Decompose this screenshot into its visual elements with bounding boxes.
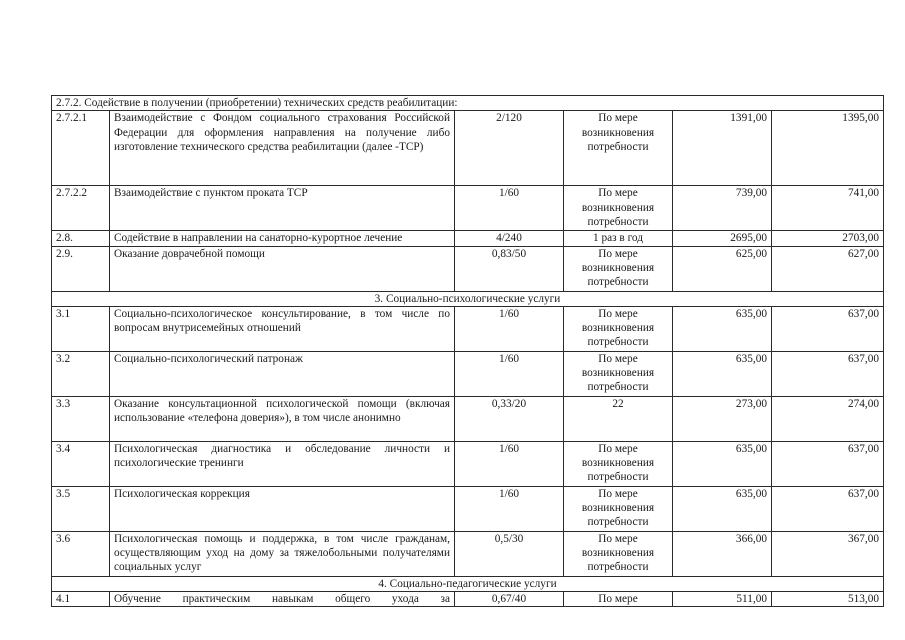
service-name: Обучение практическим навыкам общего ухода за xyxy=(110,592,455,607)
service-volume: 1/60 xyxy=(455,351,564,396)
service-periodicity: По мере возникновения потребности xyxy=(564,111,673,186)
price-2: 637,00 xyxy=(772,486,884,531)
service-periodicity: 22 xyxy=(564,396,673,441)
service-name: Социально-психологическое консультирование, в том числе по вопросам внутрисемейных отношений xyxy=(110,306,455,351)
service-name: Взаимодействие с пунктом проката ТСР xyxy=(110,186,455,231)
price-1: 273,00 xyxy=(673,396,772,441)
price-2: 637,00 xyxy=(772,351,884,396)
price-2: 637,00 xyxy=(772,306,884,351)
price-2: 513,00 xyxy=(772,592,884,607)
service-periodicity: 1 раз в год xyxy=(564,231,673,246)
service-volume: 1/60 xyxy=(455,306,564,351)
table-row xyxy=(52,396,884,441)
row-number: 2.7.2.2 xyxy=(52,186,110,231)
row-number: 2.9. xyxy=(52,246,110,291)
table-row xyxy=(52,486,884,531)
service-name: Психологическая диагностика и обследование личности и психологические тренинги xyxy=(110,441,455,486)
service-name: Оказание доврачебной помощи xyxy=(110,246,455,291)
service-periodicity: По мере возникновения потребности xyxy=(564,351,673,396)
service-name: Психологическая коррекция xyxy=(110,486,455,531)
section-header-row xyxy=(52,576,884,591)
row-number: 3.3 xyxy=(52,396,110,441)
row-number: 3.2 xyxy=(52,351,110,396)
row-number: 3.1 xyxy=(52,306,110,351)
section-title: 3. Социально-психологические услуги xyxy=(52,291,884,306)
service-periodicity: По мере возникновения потребности xyxy=(564,306,673,351)
price-2: 637,00 xyxy=(772,441,884,486)
price-1: 625,00 xyxy=(673,246,772,291)
price-1: 2695,00 xyxy=(673,231,772,246)
service-periodicity: По мере возникновения потребности xyxy=(564,531,673,576)
service-periodicity: По мере возникновения потребности xyxy=(564,486,673,531)
table-row xyxy=(52,231,884,246)
table-row xyxy=(52,246,884,291)
price-2: 367,00 xyxy=(772,531,884,576)
service-name: Социально-психологический патронаж xyxy=(110,351,455,396)
row-number: 3.6 xyxy=(52,531,110,576)
service-volume: 0,67/40 xyxy=(455,592,564,607)
row-number: 4.1 xyxy=(52,592,110,607)
table-row xyxy=(52,111,884,186)
price-2: 1395,00 xyxy=(772,111,884,186)
price-1: 739,00 xyxy=(673,186,772,231)
table-row xyxy=(52,592,884,607)
price-1: 1391,00 xyxy=(673,111,772,186)
service-volume: 1/60 xyxy=(455,186,564,231)
price-1: 635,00 xyxy=(673,306,772,351)
service-volume: 0,5/30 xyxy=(455,531,564,576)
service-name: Содействие в направлении на санаторно-курортное лечение xyxy=(110,231,455,246)
price-2: 274,00 xyxy=(772,396,884,441)
table-row xyxy=(52,306,884,351)
table-row xyxy=(52,186,884,231)
price-1: 635,00 xyxy=(673,441,772,486)
service-name: Психологическая помощь и поддержка, в том числе гражданам, осуществляющим уход на дому за тяжелобольными получателями социальных услуг xyxy=(110,531,455,576)
service-periodicity: По мере xyxy=(564,592,673,607)
table-row xyxy=(52,441,884,486)
price-2: 2703,00 xyxy=(772,231,884,246)
price-2: 741,00 xyxy=(772,186,884,231)
service-volume: 2/120 xyxy=(455,111,564,186)
service-volume: 1/60 xyxy=(455,441,564,486)
service-name: Оказание консультационной психологической помощи (включая использование «телефона доверия»), в том числе анонимно xyxy=(110,396,455,441)
price-1: 511,00 xyxy=(673,592,772,607)
row-number: 3.5 xyxy=(52,486,110,531)
table-row xyxy=(52,351,884,396)
service-volume: 0,83/50 xyxy=(455,246,564,291)
price-1: 635,00 xyxy=(673,351,772,396)
service-periodicity: По мере возникновения потребности xyxy=(564,441,673,486)
service-periodicity: По мере возникновения потребности xyxy=(564,186,673,231)
price-2: 627,00 xyxy=(772,246,884,291)
service-periodicity: По мере возникновения потребности xyxy=(564,246,673,291)
section-header-row xyxy=(52,291,884,306)
row-number: 2.7.2.1 xyxy=(52,111,110,186)
row-number: 2.8. xyxy=(52,231,110,246)
row-number: 3.4 xyxy=(52,441,110,486)
table-row xyxy=(52,531,884,576)
services-price-table xyxy=(51,95,884,607)
service-volume: 1/60 xyxy=(455,486,564,531)
price-1: 635,00 xyxy=(673,486,772,531)
service-volume: 0,33/20 xyxy=(455,396,564,441)
service-volume: 4/240 xyxy=(455,231,564,246)
price-1: 366,00 xyxy=(673,531,772,576)
subsection-title: 2.7.2. Содействие в получении (приобретении) технических средств реабилитации: xyxy=(52,96,884,111)
section-title: 4. Социально-педагогические услуги xyxy=(52,576,884,591)
subsection-header-row xyxy=(52,96,884,111)
service-name: Взаимодействие с Фондом социального страхования Российской Федерации для оформления направления на получение либо изготовление технического средства реабилитации (далее -ТСР) xyxy=(110,111,455,186)
